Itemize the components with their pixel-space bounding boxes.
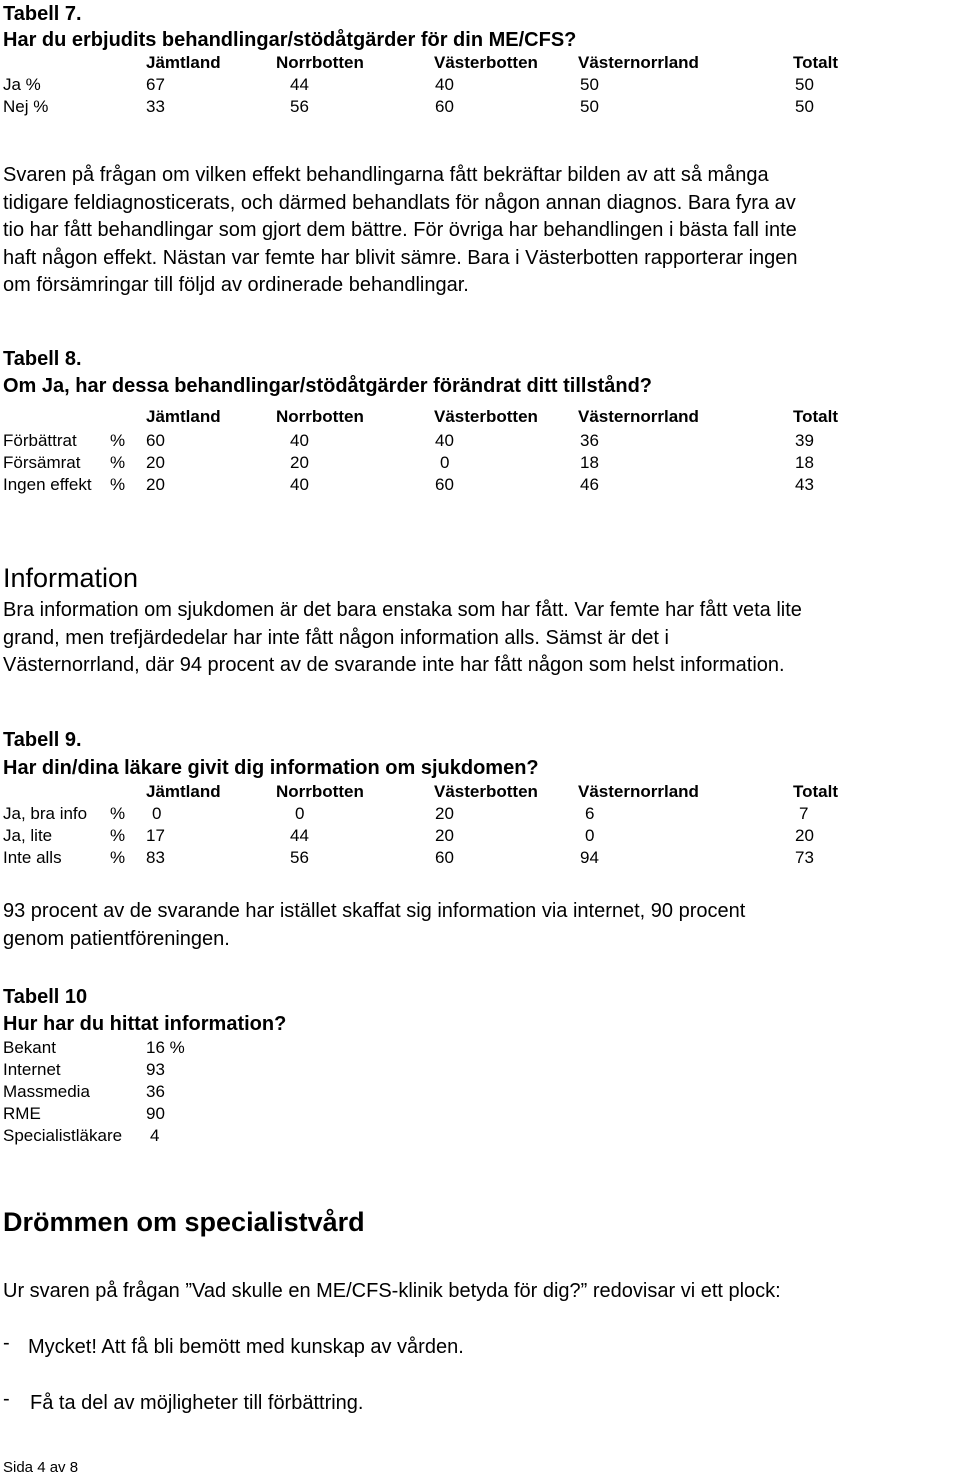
table10-label: Tabell 10	[3, 986, 88, 1008]
paragraph-line: genom patientföreningen.	[3, 927, 230, 950]
table8-cell: 18	[795, 453, 814, 472]
information-title: Information	[3, 563, 139, 593]
table10-row-label: Internet	[3, 1060, 61, 1079]
paragraph-line: om försämringar till följd av ordinerade behandlingar.	[3, 274, 469, 296]
table8-question: Om Ja, har dessa behandlingar/stödåtgärder förändrat ditt tillstånd?	[3, 375, 653, 397]
table8-cell: 46	[580, 475, 599, 494]
table8-cell: 60	[435, 475, 454, 494]
table9-row-pct: %	[110, 826, 126, 845]
table9-cell: 60	[435, 848, 454, 867]
table10-cell: 4	[150, 1126, 160, 1145]
table8-cell: 20	[290, 453, 309, 472]
table7-label: Tabell 7.	[3, 3, 82, 25]
table9-cell: 44	[290, 826, 309, 845]
table8-header-vasternorrland: Västernorrland	[578, 407, 699, 426]
paragraph-line: haft någon effekt. Nästan var femte har blivit sämre. Bara i Västerbotten rapporterar ingen	[3, 246, 798, 269]
table7-cell: 50	[795, 97, 814, 116]
table9-cell: 6	[585, 804, 595, 823]
table7-cell: 44	[290, 75, 309, 94]
table7-header-totalt: Totalt	[793, 53, 839, 72]
bullet-text: Mycket! Att få bli bemött med kunskap av vården.	[28, 1336, 464, 1358]
table7-header-jamtland: Jämtland	[146, 53, 221, 72]
table7-row-label: Ja %	[3, 75, 41, 94]
table10-cell: 93	[146, 1060, 165, 1079]
table8-cell: 40	[435, 431, 454, 450]
table10-cell: 16 %	[146, 1038, 185, 1057]
table7-cell: 50	[580, 75, 599, 94]
table9-cell: 73	[795, 848, 814, 867]
information-paragraph	[3, 597, 802, 680]
table7-row-label: Nej %	[3, 97, 49, 116]
internet-paragraph	[3, 898, 745, 953]
table7-cell: 50	[795, 75, 814, 94]
table8-cell: 43	[795, 475, 814, 494]
table8-cell: 60	[146, 431, 165, 450]
table7-header-vasterbotten: Västerbotten	[434, 53, 538, 72]
table10-row-label: Specialistläkare	[3, 1126, 123, 1145]
table8-row-pct: %	[110, 431, 126, 450]
table9-cell: 20	[435, 804, 454, 823]
table9-label: Tabell 9.	[3, 729, 82, 751]
table8-cell: 20	[146, 453, 165, 472]
table7-cell: 33	[146, 97, 165, 116]
table8-cell: 18	[580, 453, 599, 472]
table7-cell: 56	[290, 97, 309, 116]
table10-cell: 36	[146, 1082, 165, 1101]
treatment-effect-paragraph	[3, 162, 798, 300]
table8-row-label: Försämrat	[3, 453, 81, 472]
table10-question: Hur har du hittat information?	[3, 1013, 287, 1035]
paragraph-line: grand, men trefjärdedelar har inte fått någon information alls. Sämst är det i	[3, 626, 669, 649]
table9-question: Har din/dina läkare givit dig information om sjukdomen?	[3, 757, 539, 779]
table8-row-label: Ingen effekt	[3, 475, 92, 494]
table9-row-label: Ja, bra info	[3, 804, 88, 823]
dream-intro: Ur svaren på frågan ”Vad skulle en ME/CFS-klinik betyda för dig?” redovisar vi ett plock:	[3, 1280, 781, 1302]
table9-header-norrbotten: Norrbotten	[276, 782, 364, 801]
table8-cell: 36	[580, 431, 599, 450]
table9-cell: 20	[435, 826, 454, 845]
table7-cell: 50	[580, 97, 599, 116]
table9-cell: 20	[795, 826, 814, 845]
paragraph-line: Västernorrland, där 94 procent av de svarande inte har fått någon som helst information.	[3, 654, 785, 676]
table7-cell: 67	[146, 75, 165, 94]
table7-header-norrbotten: Norrbotten	[276, 53, 364, 72]
table7-header-vasternorrland: Västernorrland	[578, 53, 699, 72]
table9-row-label: Inte alls	[3, 848, 62, 867]
table9-header-vasterbotten: Västerbotten	[434, 782, 538, 801]
table8-label: Tabell 8.	[3, 348, 82, 370]
table8-cell: 39	[795, 431, 814, 450]
table9-header-jamtland: Jämtland	[146, 782, 221, 801]
table9-cell: 56	[290, 848, 309, 867]
bullet-dash: -	[3, 1332, 10, 1354]
paragraph-line: Bra information om sjukdomen är det bara enstaka som har fått. Var femte har fått veta lite	[3, 599, 802, 621]
paragraph-line: tio har fått behandlingar som gjort dem bättre. För övriga har behandlingen i bästa fall inte	[3, 219, 797, 241]
page-number: Sida 4 av 8	[3, 1459, 79, 1476]
table7-question: Har du erbjudits behandlingar/stödåtgärder för din ME/CFS?	[3, 29, 577, 51]
table8-cell: 0	[440, 453, 450, 472]
table10-row-label: Massmedia	[3, 1082, 90, 1101]
table9-cell: 0	[585, 826, 595, 845]
paragraph-line: Svaren på frågan om vilken effekt behandlingarna fått bekräftar bilden av att så många	[3, 164, 769, 186]
table8-cell: 40	[290, 431, 309, 450]
table9-cell: 0	[152, 804, 162, 823]
table8-row-pct: %	[110, 475, 126, 494]
table7-cell: 60	[435, 97, 454, 116]
table9-cell: 94	[580, 848, 599, 867]
table9-header-totalt: Totalt	[793, 782, 839, 801]
paragraph-line: tidigare feldiagnosticerats, och därmed behandlats för någon annan diagnos. Bara fyra av	[3, 191, 796, 214]
table7-cell: 40	[435, 75, 454, 94]
table9-cell: 17	[146, 826, 165, 845]
table9-cell: 0	[295, 804, 305, 823]
table9-row-pct: %	[110, 848, 126, 867]
table8-header-vasterbotten: Västerbotten	[434, 407, 538, 426]
table8-header-norrbotten: Norrbotten	[276, 407, 364, 426]
table10-row-label: Bekant	[3, 1038, 56, 1057]
table8-cell: 20	[146, 475, 165, 494]
bullet-text: Få ta del av möjligheter till förbättring.	[30, 1392, 364, 1414]
table9-header-vasternorrland: Västernorrland	[578, 782, 699, 801]
dream-section-title: Drömmen om specialistvård	[3, 1207, 365, 1237]
table9-cell: 7	[799, 804, 809, 823]
paragraph-line: 93 procent av de svarande har istället skaffat sig information via internet, 90 procent	[3, 900, 746, 922]
table10-cell: 90	[146, 1104, 165, 1123]
bullet-dash: -	[3, 1388, 10, 1410]
table9-row-pct: %	[110, 804, 126, 823]
table8-header-totalt: Totalt	[793, 407, 839, 426]
table8-header-jamtland: Jämtland	[146, 407, 221, 426]
table10-row-label: RME	[3, 1104, 41, 1123]
table9-row-label: Ja, lite	[3, 826, 53, 845]
table8-cell: 40	[290, 475, 309, 494]
table8-row-label: Förbättrat	[3, 431, 77, 450]
table9-cell: 83	[146, 848, 165, 867]
table8-row-pct: %	[110, 453, 126, 472]
